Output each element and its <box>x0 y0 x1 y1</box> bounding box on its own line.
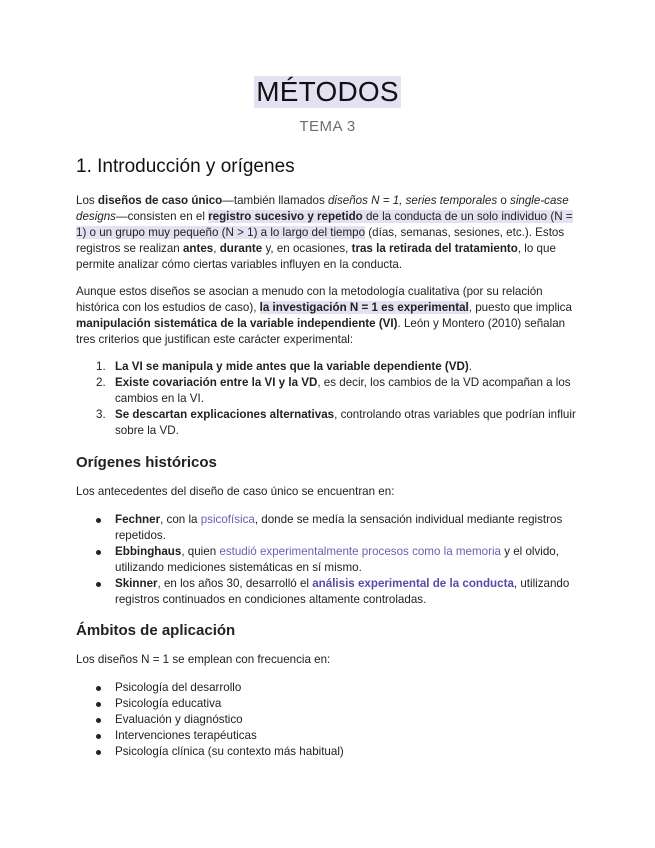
text-run: Aunque estos diseños se asocian a menudo con la metodología cualitativa (por su relación histórica con los estudios de caso), <box>76 285 543 314</box>
subheading-ambitos: Ámbitos de aplicación <box>76 622 236 639</box>
page-title: MÉTODOS <box>256 76 399 107</box>
text-run: , donde se medía la sensación individual mediante registros repetidos. <box>115 513 563 542</box>
text-run: —consisten en el <box>115 210 209 223</box>
list-item <box>76 512 584 544</box>
bold-term: Existe covariación entre la VI y la VD <box>115 376 318 389</box>
origins-intro: Los antecedentes del diseño de caso único se encuentran en: <box>76 485 395 498</box>
subheading-origenes: Orígenes históricos <box>76 454 217 471</box>
criteria-list <box>76 359 584 439</box>
text-run: Los <box>76 194 98 207</box>
list-item-text: Psicología educativa <box>115 697 222 710</box>
bullet-icon <box>96 734 101 739</box>
italic-term: single-case designs <box>76 194 569 223</box>
list-item <box>76 407 584 439</box>
list-item <box>76 696 584 712</box>
bullet-icon <box>96 702 101 707</box>
highlighted-bold-term: la investigación N = 1 es experimental <box>259 301 469 314</box>
bold-term: Ebbinghaus <box>115 545 182 558</box>
text-run: y el olvido, utilizando mediciones sistemáticas en sí mismo. <box>115 545 559 574</box>
bold-term: antes <box>182 242 214 255</box>
bullet-icon <box>96 518 101 523</box>
section-heading-introduccion: 1. Introducción y orígenes <box>76 156 295 177</box>
bold-term: La VI se manipula y mide antes que la variable dependiente (VD) <box>115 360 469 373</box>
link-memoria[interactable]: estudió experimentalmente procesos como la memoria <box>219 545 501 558</box>
text-run: , en los años 30, desarrolló el <box>157 577 313 590</box>
experimental-paragraph <box>76 284 584 348</box>
bullet-icon <box>96 550 101 555</box>
list-item-text: Psicología clínica (su contexto más habitual) <box>115 745 344 758</box>
text-run: , es decir, los cambios de la VD acompañan a los cambios en la VI. <box>115 376 571 405</box>
bold-term: diseños de caso único <box>97 194 223 207</box>
list-item-text: Evaluación y diagnóstico <box>115 713 243 726</box>
list-item-text: Psicología del desarrollo <box>115 681 242 694</box>
bullet-icon <box>96 718 101 723</box>
list-item <box>76 544 584 576</box>
list-number: 2. <box>96 376 106 389</box>
bold-term: tras la retirada del tratamiento <box>351 242 518 255</box>
link-analisis-experimental[interactable]: análisis experimental de la conducta <box>312 577 514 590</box>
list-item <box>76 680 584 696</box>
text-run: , utilizando registros continuados en condiciones altamente controladas. <box>115 577 570 606</box>
link-psicofisica[interactable]: psicofísica <box>200 513 255 526</box>
text-run: , <box>213 242 220 255</box>
list-item-text: Intervenciones terapéuticas <box>115 729 257 742</box>
text-run: , puesto que implica <box>468 301 572 314</box>
bold-term: registro sucesivo y repetido <box>208 210 363 223</box>
bullet-icon <box>96 750 101 755</box>
bold-term: Se descartan explicaciones alternativas <box>115 408 335 421</box>
bullet-icon <box>96 582 101 587</box>
bold-term: durante <box>219 242 263 255</box>
list-item <box>76 728 584 744</box>
text-run: . <box>468 360 472 373</box>
text-run: —también llamados <box>222 194 328 207</box>
italic-term: diseños N = 1, series temporales <box>327 194 498 207</box>
list-item <box>76 712 584 728</box>
list-number: 3. <box>96 408 106 421</box>
text-run: (días, semanas, sesiones, etc.). Estos registros se realizan <box>76 226 565 255</box>
list-number: 1. <box>96 360 106 373</box>
list-item <box>76 744 584 760</box>
title-container <box>0 76 655 108</box>
scope-list <box>76 680 584 760</box>
text-run: y, en ocasiones, <box>262 242 352 255</box>
text-run: de la conducta de un solo individuo (N = 1) o un grupo muy pequeño (N > 1) a lo largo del tiempo <box>76 210 573 239</box>
text-run: o <box>497 194 511 207</box>
list-item <box>76 576 584 608</box>
list-item <box>76 359 584 375</box>
text-run: , controlando otras variables que podrían influir sobre la VD. <box>115 408 576 437</box>
text-run: , con la <box>160 513 201 526</box>
scope-intro: Los diseños N = 1 se emplean con frecuencia en: <box>76 653 331 666</box>
text-run: , quien <box>181 545 220 558</box>
intro-paragraph <box>76 193 584 273</box>
origins-list <box>76 512 584 608</box>
bold-term: Fechner <box>115 513 161 526</box>
text-run: , lo que permite analizar cómo ciertas variables influyen en la conducta. <box>76 242 556 271</box>
list-item <box>76 375 584 407</box>
bold-term: manipulación sistemática de la variable independiente (VI) <box>76 317 398 330</box>
text-run: . León y Montero (2010) señalan tres criterios que justifican este carácter experimental: <box>76 317 566 346</box>
bullet-icon <box>96 686 101 691</box>
bold-term: Skinner <box>115 577 158 590</box>
page-subtitle: TEMA 3 <box>299 118 356 135</box>
